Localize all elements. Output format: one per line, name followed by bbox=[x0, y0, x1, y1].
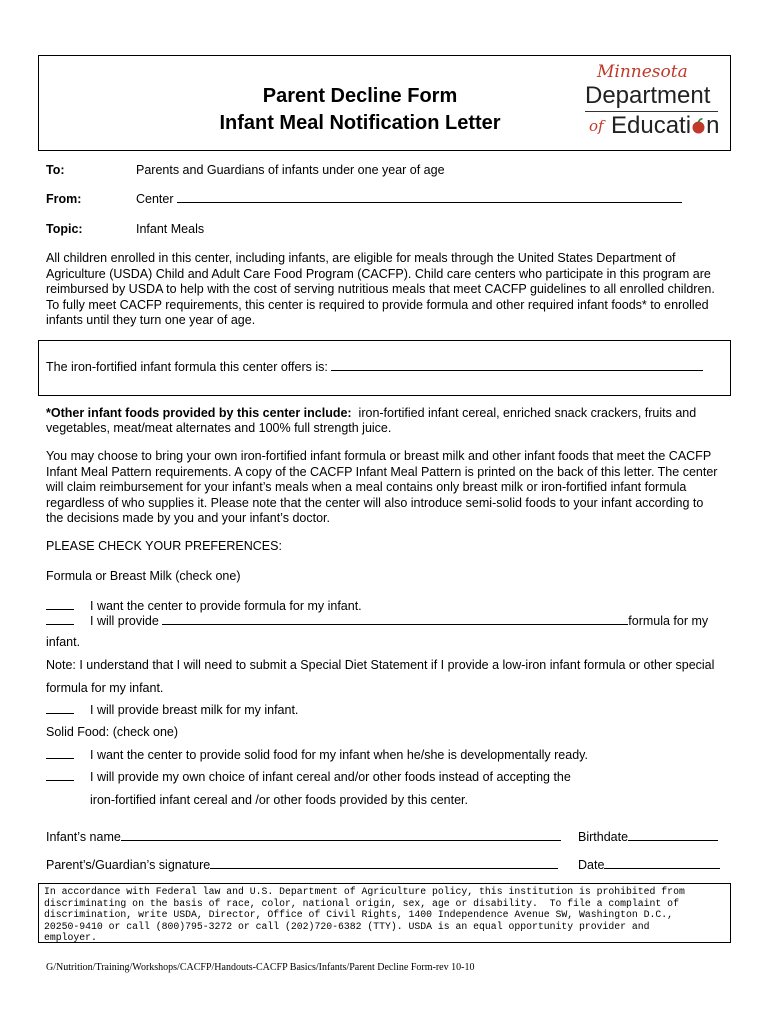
solid-option1-checkbox[interactable] bbox=[46, 747, 74, 759]
note-line2: formula for my infant. bbox=[46, 681, 164, 695]
from-value: Center bbox=[136, 191, 682, 207]
formula-option3-label: I will provide breast milk for my infant. bbox=[90, 703, 299, 717]
topic-value: Infant Meals bbox=[136, 222, 205, 236]
intro-paragraph: All children enrolled in this center, including infants, are eligible for meals through the United States Department of Agriculture (USDA) Child and Adult Care Food Program (CACFP). Child care centers who participate in this program are reimbursed by USDA to help with the cost of serving nutritious meals that meet CACFP guidelines to all enrolled children. To fully meet CACFP requirements, this center is required to provide formula and other required infant foods* to enrolled infants until they turn one year of age. bbox=[46, 251, 715, 327]
formula-option2-cont: infant. bbox=[46, 635, 81, 649]
formula-offer: The iron-fortified infant formula this center offers is: bbox=[46, 359, 703, 375]
date-field[interactable] bbox=[604, 857, 720, 869]
own-formula-field[interactable] bbox=[162, 613, 628, 625]
logo-of: of bbox=[589, 117, 604, 135]
formula-heading: Formula or Breast Milk (check one) bbox=[46, 569, 241, 583]
center-name-field[interactable] bbox=[177, 191, 682, 203]
logo-minnesota: Minnesota bbox=[597, 62, 688, 82]
solid-option1-label: I want the center to provide solid food for my infant when he/she is developmentally ready. bbox=[90, 748, 588, 762]
form-title: Parent Decline Form bbox=[262, 85, 458, 107]
formula-option1-label: I want the center to provide formula for my infant. bbox=[90, 599, 362, 613]
preferences-heading: PLEASE CHECK YOUR PREFERENCES: bbox=[46, 539, 282, 553]
formula-option1-checkbox[interactable] bbox=[46, 598, 74, 610]
formula-option2-label: I will provide formula for my bbox=[90, 614, 709, 628]
infant-name-field[interactable] bbox=[121, 829, 561, 841]
parent-signature-field[interactable] bbox=[210, 857, 558, 869]
solid-option2-line1: I will provide my own choice of infant cereal and/or other foods instead of accepting the bbox=[90, 770, 571, 784]
solid-option2-line2: iron-fortified infant cereal and /or other foods provided by this center. bbox=[90, 793, 468, 807]
apple-icon bbox=[691, 118, 706, 134]
footer-file-path: G/Nutrition/Training/Workshops/CACFP/Handouts-CACFP Basics/Infants/Parent Decline Form-rev 10-10 bbox=[46, 962, 475, 973]
infant-name-label: Infant’s name bbox=[46, 829, 561, 845]
birthdate-field[interactable] bbox=[628, 829, 718, 841]
birthdate-label: Birthdate bbox=[578, 829, 718, 845]
note-line1: Note: I understand that I will need to submit a Special Diet Statement if I provide a low-iron infant formula or other special bbox=[46, 658, 715, 672]
choice-paragraph: You may choose to bring your own iron-fortified infant formula or breast milk and other infant foods that meet the CACFP Infant Meal Pattern requirements. A copy of the CACFP Infant Meal Pattern is printed on the back of this letter. The center will claim reimbursement for your infant’s meals when a meal contains only breast milk or iron-fortified infant formula regardless of who supplies it. Please note that the center will also introduce semi-solid foods to your infant according to the decisions made by you and your infant’s doctor. bbox=[46, 449, 718, 525]
logo-education: Educati n bbox=[611, 112, 720, 139]
parent-signature-label: Parent’s/Guardian’s signature bbox=[46, 857, 558, 873]
to-label: To: bbox=[46, 163, 65, 177]
other-foods-line1: *Other infant foods provided by this center include: iron-fortified infant cereal, enriched snack crackers, fruits and bbox=[46, 406, 697, 420]
solid-heading: Solid Food: (check one) bbox=[46, 725, 179, 739]
date-label: Date bbox=[578, 857, 720, 873]
to-value: Parents and Guardians of infants under one year of age bbox=[136, 163, 445, 177]
formula-offer-field[interactable] bbox=[331, 359, 703, 371]
other-foods-line2: vegetables, meat/meat alternates and 100% full strength juice. bbox=[46, 421, 392, 435]
logo-department: Department bbox=[585, 82, 711, 109]
from-label: From: bbox=[46, 192, 82, 206]
formula-option2-checkbox[interactable] bbox=[46, 613, 74, 625]
nondiscrimination-statement: In accordance with Federal law and U.S. Department of Agriculture policy, this institution is prohibited from discriminating on the basis of race, color, national origin, sex, age or disability. To file a complaint of discrimination, write USDA, Director, Office of Civil Rights, 1400 Independence Avenue SW, Washington D.C., 20250-9410 or call (800)795-3272 or call (202)720-6382 (TTY). USDA is an equal opportunity provider and employer. bbox=[44, 886, 685, 943]
topic-label: Topic: bbox=[46, 222, 83, 236]
formula-option3-checkbox[interactable] bbox=[46, 702, 74, 714]
mde-logo bbox=[575, 60, 725, 146]
form-subtitle: Infant Meal Notification Letter bbox=[219, 112, 501, 134]
solid-option2-checkbox[interactable] bbox=[46, 769, 74, 781]
